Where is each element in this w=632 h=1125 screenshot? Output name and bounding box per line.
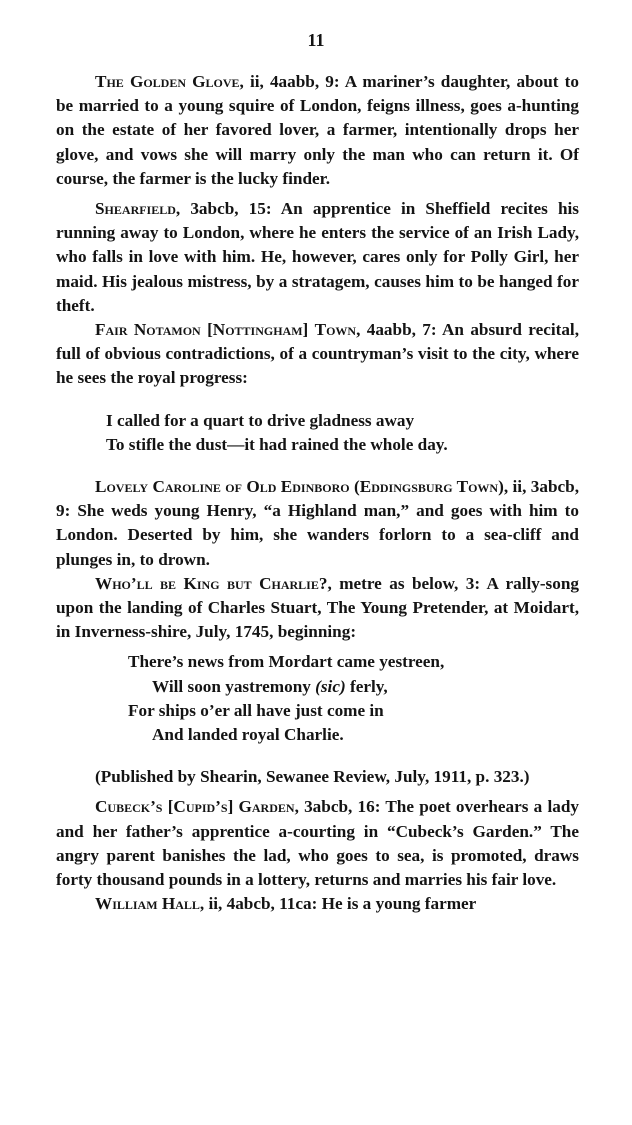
entry-king-charlie	[56, 572, 579, 645]
verse-line: I called for a quart to drive gladness away	[106, 410, 415, 430]
entry-text: , 3abcb, 15: An apprentice in Sheffield recites his running away to London, where he enters the service of an Irish Lady, who falls in love with him. He, however, cares only for Polly Girl, her maid. His jealous mistress, by a stratagem, causes him to be hanged for theft.	[56, 199, 579, 315]
entry-shearfield	[56, 197, 579, 318]
verse-fragment: ferly,	[349, 676, 388, 696]
entry-text: , ii, 4aabb, 9: A mariner’s daughter, about to be married to a young squire of London, feigns illness, goes a-hunting on the estate of her favored lover, a farmer, intentionally drops her glove, and vows she will marry only the man who can return it. Of course, the farmer is the lucky finder.	[56, 72, 579, 188]
entry-title: Shearfield	[95, 199, 176, 219]
entry-text: , 4aabb, 7: An absurd recital, full of obvious contradictions, of a countryman’s visit to the city, where he sees the royal progress:	[56, 320, 580, 388]
verse-line: There’s news from Mordart came yestreen,	[128, 652, 445, 672]
entry-title-end: Town	[314, 320, 357, 340]
entry-title-alt: (Eddingsburg Town)	[354, 477, 504, 497]
entry-text: , 3abcb, 16: The poet overhears a lady and her father’s apprentice a-courting in “Cubeck’s Garden.” The angry parent banishes the lad, who goes to sea, is promoted, draws forty thousand pounds in a lottery, returns and marries his fair love.	[56, 797, 580, 890]
publication-note: (Published by Shearin, Sewanee Review, July, 1911, p. 323.)	[95, 767, 530, 787]
entry-title: Cubeck’s	[95, 797, 163, 817]
entry-golden-glove	[56, 70, 579, 191]
entry-title: Lovely Caroline of Old Edinboro	[95, 477, 350, 497]
entry-title-bracket: [Cupid’s]	[167, 797, 234, 817]
entry-text: , metre as below, 3: A rally-song upon the landing of Charles Stuart, The Young Pretender, at Moidart, in Inverness-shire, July, 1745, beginning:	[56, 573, 579, 642]
entry-lovely-caroline	[56, 475, 579, 572]
page-number: 11	[307, 30, 325, 50]
verse-nottingham	[106, 409, 579, 457]
entry-title-bracket: [Nottingham]	[207, 320, 309, 340]
verse-line: For ships o’er all have just come in	[128, 700, 384, 720]
sic-mark: (sic)	[315, 676, 346, 696]
entry-title-end: Garden	[238, 797, 295, 817]
entry-title: Fair Notamon	[95, 320, 201, 340]
entry-title: Who’ll be King but Charlie?	[95, 573, 328, 593]
entry-title: The Golden Glove	[95, 72, 240, 91]
entry-cubecks-garden	[56, 795, 579, 892]
entry-william-hall	[56, 892, 579, 916]
text-body	[56, 70, 579, 917]
verse-line: To stifle the dust—it had rained the whole day.	[106, 434, 448, 454]
entry-title: William Hall	[95, 894, 200, 914]
verse-line	[128, 675, 579, 699]
verse-fragment: Will soon yastremony	[152, 676, 311, 696]
entry-fair-notamon	[56, 318, 579, 391]
entry-text: , ii, 4abcb, 11ca: He is a young farmer	[199, 894, 477, 914]
entry-text: , ii, 3abcb, 9: She weds young Henry, “a Highland man,” and goes with him to London. Deserted by him, she wanders forlorn to a sea-cliff and plunges in, to drown.	[56, 477, 580, 569]
verse-charlie	[128, 650, 579, 747]
verse-line: And landed royal Charlie.	[152, 725, 344, 745]
